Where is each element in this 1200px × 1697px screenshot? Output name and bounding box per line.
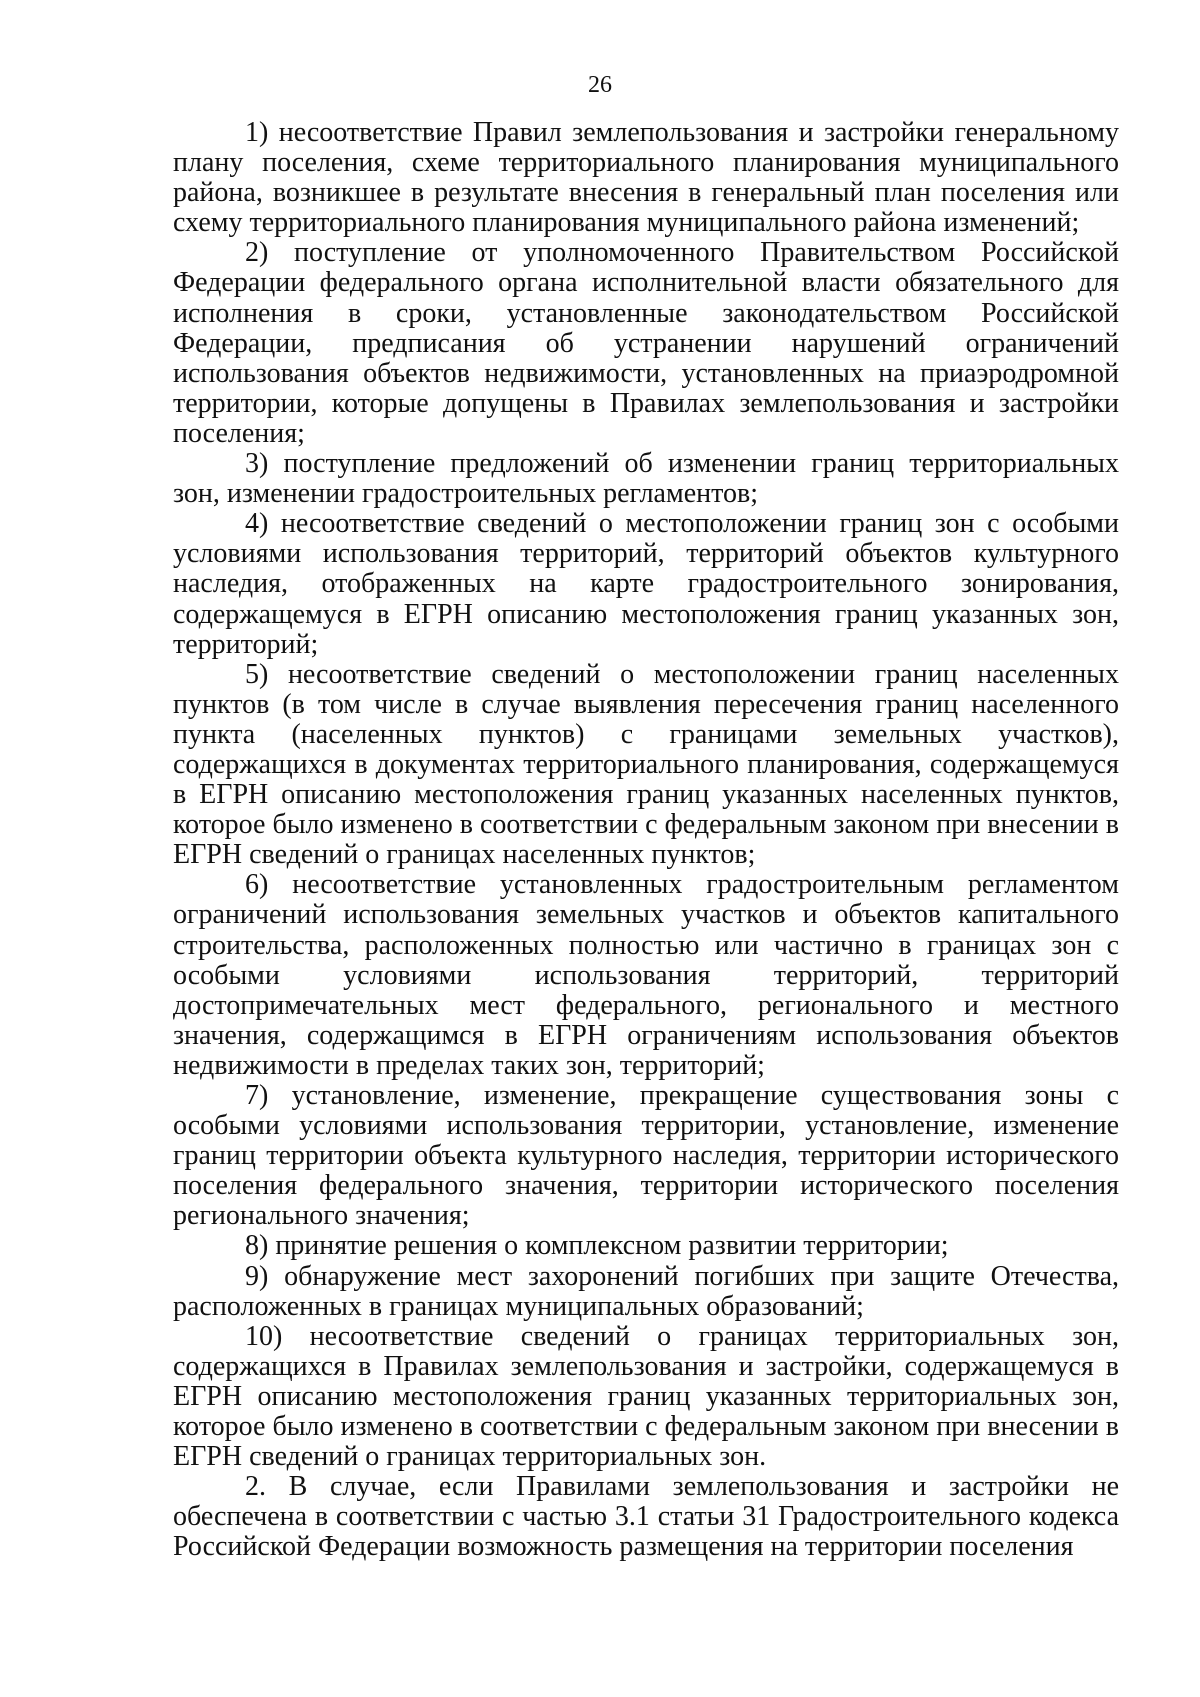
document-body: [173, 118, 1119, 1563]
section-paragraph-2: 2. В случае, если Правилами землепользования и застройки не обеспечена в соответствии с частью 3.1 статьи 31 Градостроительного кодекса Российской Федерации возможность размещения на территории поселения: [173, 1471, 1119, 1563]
list-item-2: 2) поступление от уполномоченного Правительством Российской Федерации федерального органа исполнительной власти обязательного для исполнения в сроки, установленные законодательством Российской Федерации, предписания об устранении нарушений ограничений использования объектов недвижимости, установленных на приаэродромной территории, которые допущены в Правилах землепользования и застройки поселения;: [173, 237, 1119, 449]
list-item-10: 10) несоответствие сведений о границах территориальных зон, содержащихся в Правилах землепользования и застройки, содержащемуся в ЕГРН описанию местоположения границ указанных территориальных зон, которое было изменено в соответствии с федеральным законом при внесении в ЕГРН сведений о границах территориальных зон.: [173, 1320, 1119, 1473]
list-item-3: 3) поступление предложений об изменении границ территориальных зон, изменении градостроительных регламентов;: [173, 448, 1119, 510]
list-item-8: 8) принятие решения о комплексном развитии территории;: [245, 1230, 949, 1262]
list-item-7: 7) установление, изменение, прекращение существования зоны с особыми условиями использования территории, установление, изменение границ территории объекта культурного наследия, территории исторического поселения федерального значения, территории исторического поселения регионального значения;: [173, 1080, 1119, 1232]
list-item-6: 6) несоответствие установленных градостроительным регламентом ограничений использования земельных участков и объектов капитального строительства, расположенных полностью или частично в границах зон с особыми условиями использования территорий, территорий достопримечательных мест федерального, регионального и местного значения, содержащимся в ЕГРН ограничениям использования объектов недвижимости в пределах таких зон, территорий;: [173, 869, 1119, 1081]
list-item-9: 9) обнаружение мест захоронений погибших при защите Отечества, расположенных в границах муниципальных образований;: [173, 1260, 1119, 1322]
list-item-1: 1) несоответствие Правил землепользования и застройки генеральному плану поселения, схеме территориального планирования муниципального района, возникшее в результате внесения в генеральный план поселения или схему территориального планирования муниципального района изменений;: [173, 117, 1119, 239]
page-number: 26: [588, 72, 612, 98]
list-item-4: 4) несоответствие сведений о местоположении границ зон с особыми условиями использования территорий, территорий объектов культурного наследия, отображенных на карте градостроительного зонирования, содержащемуся в ЕГРН описанию местоположения границ указанных зон, территорий;: [173, 508, 1119, 660]
list-item-5: 5) несоответствие сведений о местоположении границ населенных пунктов (в том числе в случае выявления пересечения границ населенного пункта (населенных пунктов) с границами земельных участков), содержащихся в документах территориального планирования, содержащемуся в ЕГРН описанию местоположения границ указанных населенных пунктов, которое было изменено в соответствии с федеральным законом при внесении в ЕГРН сведений о границах населенных пунктов;: [173, 658, 1119, 871]
